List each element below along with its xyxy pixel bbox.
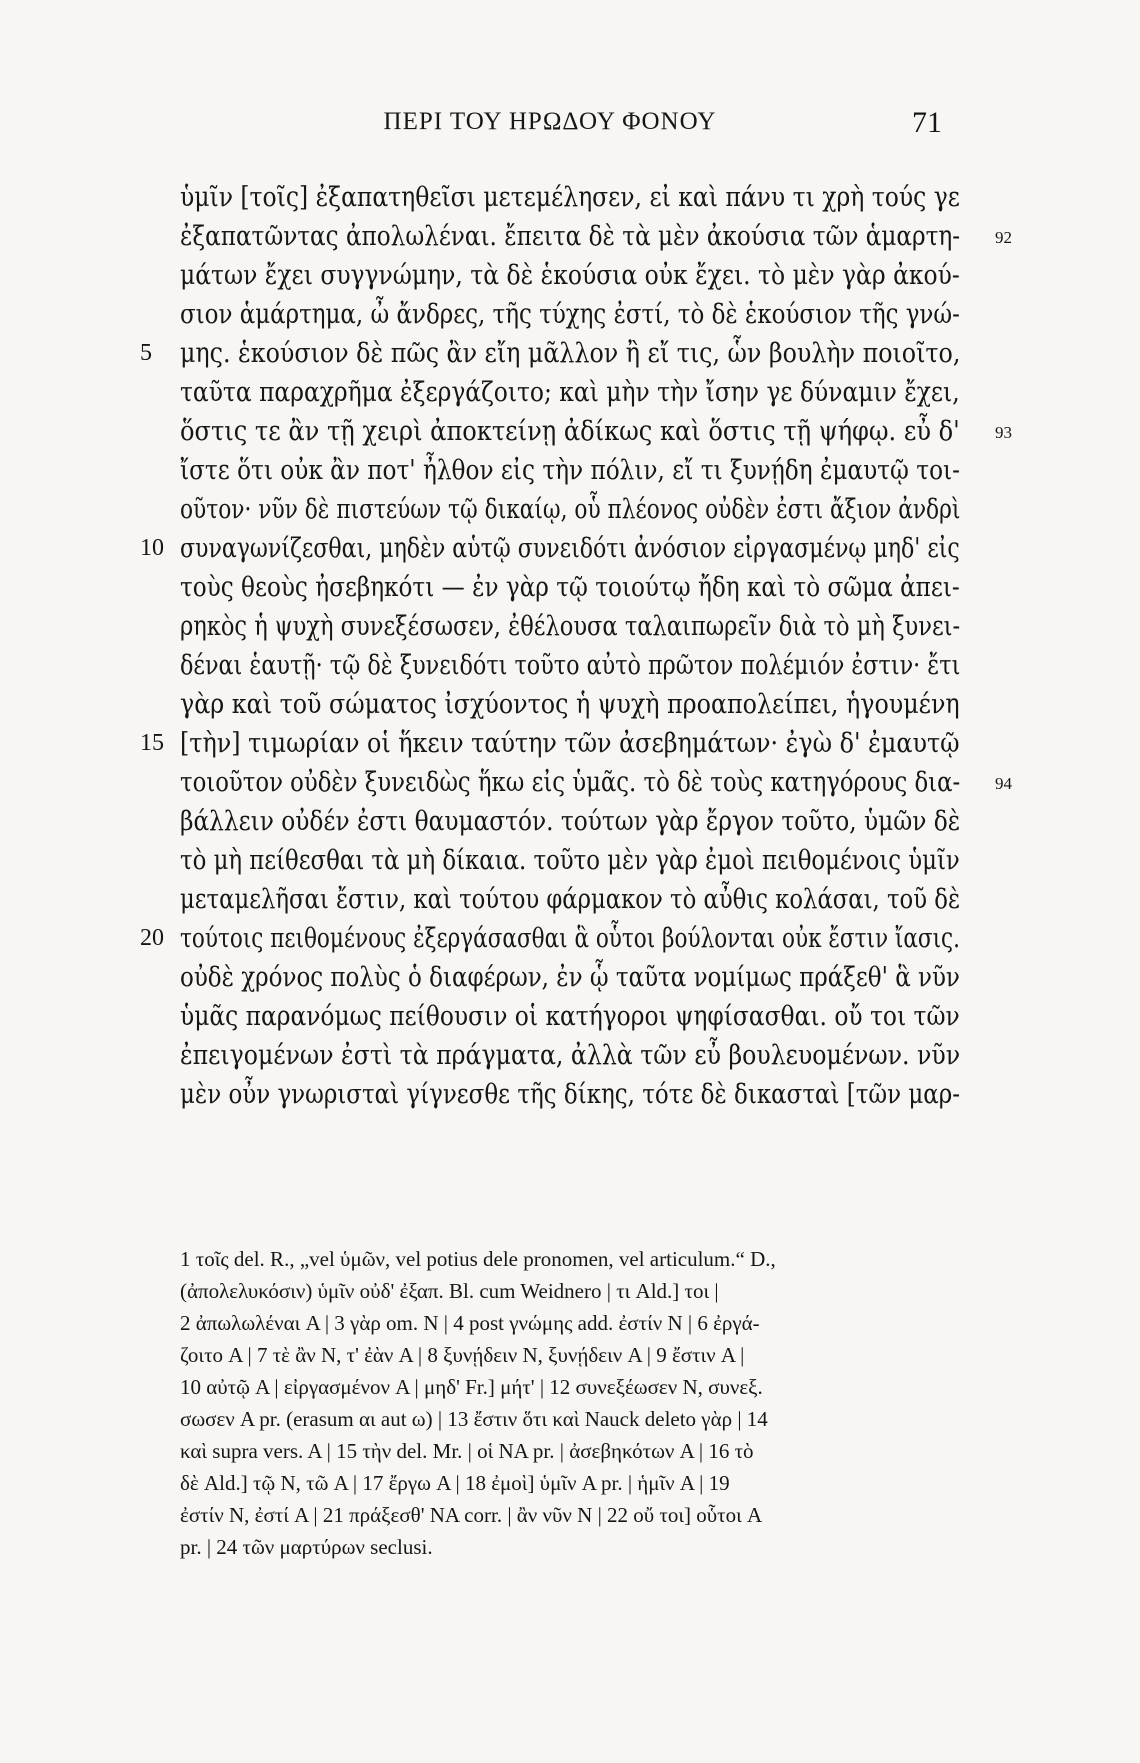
line-text: τὸ μὴ πείθεσθαι τὰ μὴ δίκαια. τοῦτο μὲν γὰρ ἐμοὶ πειθομένοις ὑμῖν xyxy=(180,845,960,876)
page-number: 71 xyxy=(912,106,942,139)
critical-apparatus xyxy=(180,1243,940,1563)
text-line xyxy=(140,490,960,529)
line-text: μης. ἑκούσιον δὲ πῶς ἂν εἴη μᾶλλον ἢ εἴ τις, ὧν βουλὴν ποιοῖτο, xyxy=(180,338,961,369)
text-line xyxy=(140,841,960,880)
footnote-line: (ἀπολελυκόσιν) ὑμῖν οὐδ' ἐξαπ. Bl. cum Weidnero | τι Ald.] τοι | xyxy=(180,1279,719,1303)
footnote-line: ἐστίν N, ἐστί A | 21 πράξεσθ' NA corr. | ἂν νῦν N | 22 οὔ τοι] οὗτοι A xyxy=(180,1503,763,1527)
line-text: τοιοῦτον οὐδὲν ξυνειδὼς ἥκω εἰς ὑμᾶς. τὸ δὲ τοὺς κατηγόρους δια- xyxy=(180,767,961,798)
line-text: δέναι ἑαυτῇ· τῷ δὲ ξυνειδότι τοῦτο αὐτὸ πρῶτον πολέμιόν ἐστιν· ἔτι xyxy=(180,650,961,681)
line-text: συναγωνίζεσθαι, μηδὲν αὑτῷ συνειδότι ἀνόσιον εἰργασμένῳ μηδ' εἰς xyxy=(180,533,960,564)
text-line xyxy=(140,1075,960,1114)
footnote-line: 10 αὐτῷ A | εἰργασμένον A | μηδ' Fr.] μήτ' | 12 συνεξέωσεν N, συνεξ. xyxy=(180,1375,763,1399)
line-text: [τὴν] τιμωρίαν οἱ ἥκειν ταύτην τῶν ἀσεβημάτων· ἐγὼ δ' ἐμαυτῷ xyxy=(180,728,960,759)
line-text: ὑμῖν [τοῖς] ἐξαπατηθεῖσι μετεμέλησεν, εἰ καὶ πάνυ τι χρὴ τούς γε xyxy=(180,182,960,213)
line-number: 10 xyxy=(140,535,164,561)
text-line xyxy=(140,997,960,1036)
line-text: ἐξαπατῶντας ἀπολωλέναι. ἔπειτα δὲ τὰ μὲν ἀκούσια τῶν ἁμαρτη- xyxy=(180,221,961,252)
line-number: 15 xyxy=(140,730,164,756)
text-line xyxy=(140,919,960,958)
line-text: ὑμᾶς παρανόμως πείθουσιν οἱ κατήγοροι ψηφίσασθαι. οὔ τοι τῶν xyxy=(180,1001,960,1032)
text-line xyxy=(140,295,960,334)
section-number: 92 xyxy=(995,228,1012,247)
line-text: σιον ἁμάρτημα, ὦ ἄνδρες, τῆς τύχης ἐστί, τὸ δὲ ἑκούσιον τῆς γνώ- xyxy=(180,299,960,330)
footnote-line: ζοιτο A | 7 τὲ ἂν N, τ' ἐὰν A | 8 ξυνῄδειν N, ξυνῄδειν A | 9 ἔστιν A | xyxy=(180,1343,745,1367)
text-line xyxy=(140,568,960,607)
text-line xyxy=(140,529,960,568)
text-line xyxy=(140,958,960,997)
text-line xyxy=(140,685,960,724)
text-line xyxy=(140,373,960,412)
footnote-line: σωσεν A pr. (erasum αι aut ω) | 13 ἔστιν ὅτι καὶ Nauck deleto γὰρ | 14 xyxy=(180,1407,768,1431)
section-number: 94 xyxy=(995,774,1012,793)
text-line xyxy=(140,724,960,763)
text-line xyxy=(140,1036,960,1075)
line-text: οῦτον· νῦν δὲ πιστεύων τῷ δικαίῳ, οὗ πλέονος οὐδὲν ἐστι ἄξιον ἀνδρὶ xyxy=(180,494,961,525)
line-number: 20 xyxy=(140,925,164,951)
text-line xyxy=(140,763,1012,802)
line-text: τοὺς θεοὺς ἠσεβηκότι — ἐν γὰρ τῷ τοιούτῳ ἤδη καὶ τὸ σῶμα ἀπει- xyxy=(180,572,960,603)
text-line xyxy=(140,256,960,295)
line-text: βάλλειν οὐδέν ἐστι θαυμαστόν. τούτων γὰρ ἔργον τοῦτο, ὑμῶν δὲ xyxy=(180,806,961,837)
line-text: οὐδὲ χρόνος πολὺς ὁ διαφέρων, ἐν ᾧ ταῦτα νομίμως πράξεθ' ἃ νῦν xyxy=(180,962,960,993)
main-text xyxy=(140,178,1012,1114)
running-title: ΠΕΡΙ ΤΟΥ ΗΡΩΔΟΥ ΦΟΝΟΥ xyxy=(383,108,717,135)
text-line xyxy=(140,412,1012,451)
footnote-line: 2 ἀπωλωλέναι A | 3 γὰρ om. N | 4 post γνώμης add. ἐστίν N | 6 ἐργά- xyxy=(180,1311,760,1335)
line-text: ρηκὸς ἡ ψυχὴ συνεξέσωσεν, ἐθέλουσα ταλαιπωρεῖν διὰ τὸ μὴ ξυνει- xyxy=(180,611,961,642)
text-line xyxy=(140,451,960,490)
text-line xyxy=(140,178,960,217)
line-text: ἴστε ὅτι οὐκ ἂν ποτ' ἦλθον εἰς τὴν πόλιν, εἴ τι ξυνῄδη ἐμαυτῷ τοι- xyxy=(180,455,960,486)
text-line xyxy=(140,646,960,685)
text-line xyxy=(140,880,960,919)
footnote-line: pr. | 24 τῶν μαρτύρων seclusi. xyxy=(180,1535,433,1559)
line-text: ἐπειγομένων ἐστὶ τὰ πράγματα, ἀλλὰ τῶν εὖ βουλευομένων. νῦν xyxy=(180,1040,961,1071)
text-line xyxy=(140,334,960,373)
line-text: γὰρ καὶ τοῦ σώματος ἰσχύοντος ἡ ψυχὴ προαπολείπει, ἡγουμένη xyxy=(180,689,960,720)
section-number: 93 xyxy=(995,423,1012,442)
line-text: ταῦτα παραχρῆμα ἐξεργάζοιτο; καὶ μὴν τὴν ἴσην γε δύναμιν ἔχει, xyxy=(180,377,960,408)
line-text: μεταμελῆσαι ἔστιν, καὶ τούτου φάρμακον τὸ αὖθις κολάσαι, τοῦ δὲ xyxy=(180,884,961,915)
page-header xyxy=(150,108,950,148)
text-line xyxy=(140,802,960,841)
line-text: μὲν οὖν γνωρισταὶ γίγνεσθε τῆς δίκης, τότε δὲ δικασταὶ [τῶν μαρ- xyxy=(180,1079,961,1110)
line-text: ὅστις τε ἂν τῇ χειρὶ ἀποκτείνῃ ἀδίκως καὶ ὅστις τῇ ψήφῳ. εὖ δ' xyxy=(180,416,960,447)
line-text: μάτων ἔχει συγγνώμην, τὰ δὲ ἑκούσια οὐκ ἔχει. τὸ μὲν γὰρ ἀκού- xyxy=(180,260,960,291)
footnote-line: καὶ supra vers. A | 15 τὴν del. Mr. | οἱ NA pr. | ἀσεβηκότων A | 16 τὸ xyxy=(180,1439,754,1463)
line-number: 5 xyxy=(140,340,152,366)
footnote-line: δὲ Ald.] τῷ N, τῶ A | 17 ἔργω A | 18 ἐμοὶ] ὑμῖν A pr. | ἡμῖν A | 19 xyxy=(180,1471,730,1495)
text-line xyxy=(140,607,960,646)
line-text: τούτοις πειθομένους ἐξεργάσασθαι ἃ οὗτοι βούλονται οὐκ ἔστιν ἴασις. xyxy=(180,923,960,954)
footnote-line: 1 τοῖς del. R., „vel ὑμῶν, vel potius dele pronomen, vel articulum.“ D., xyxy=(180,1247,776,1271)
text-line xyxy=(140,217,1012,256)
